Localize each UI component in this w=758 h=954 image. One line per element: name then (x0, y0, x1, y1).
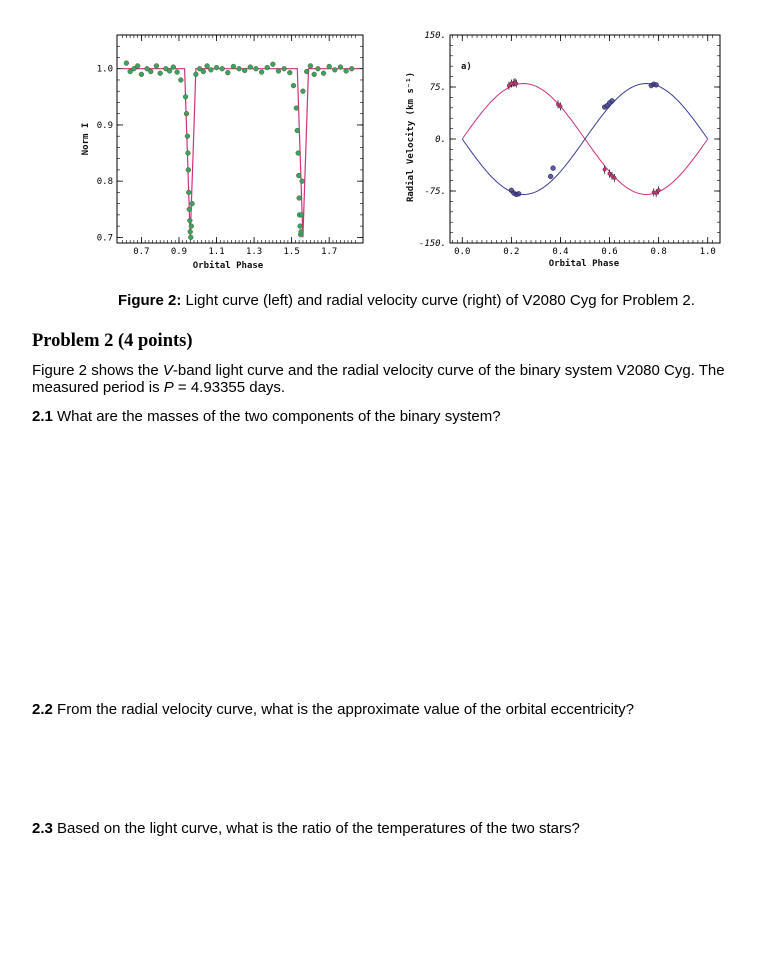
light-curve-point (296, 173, 301, 178)
light-curve-point (332, 67, 337, 72)
light-curve-point (189, 224, 194, 229)
x-tick-label: 0.9 (170, 247, 188, 257)
light-curve-point (304, 69, 309, 74)
light-curve-point (214, 65, 219, 70)
light-curve-y-tick-labels (97, 65, 113, 244)
rv-star1-point (603, 168, 607, 172)
light-curve-point (183, 94, 188, 99)
light-curve-point (185, 134, 190, 139)
light-curve-point (297, 196, 302, 201)
light-curve-chart (0, 0, 380, 280)
light-curve-point (124, 61, 129, 66)
rv-x-tick-labels (454, 247, 716, 257)
light-curve-point (201, 69, 206, 74)
light-curve-point (282, 66, 287, 71)
light-curve-point (158, 71, 163, 76)
rv-x-axis-label: Orbital Phase (548, 259, 620, 269)
light-curve-point (327, 64, 332, 69)
light-curve-point (237, 66, 242, 71)
light-curve-point (321, 71, 326, 76)
rv-star1-point (657, 189, 661, 193)
x-tick-label: 0.7 (133, 247, 150, 257)
x-tick-label: 0.2 (503, 247, 520, 257)
light-curve-point (208, 67, 213, 72)
problem-title: Problem 2 (4 points) (32, 331, 193, 351)
light-curve-points (124, 61, 354, 240)
light-curve-point (295, 128, 300, 133)
rv-star1-point (559, 105, 563, 109)
rv-star1-point (514, 82, 518, 86)
light-curve-point (291, 83, 296, 88)
light-curve-point (349, 66, 354, 71)
light-curve-point (205, 64, 210, 69)
light-curve-point (338, 65, 343, 70)
light-curve-point (187, 218, 192, 223)
y-tick-label: 0.7 (96, 233, 113, 244)
figure-caption-text: Light curve (left) and radial velocity curve (right) of V2080 Cyg for Problem 2. (181, 292, 695, 309)
light-curve-point (231, 64, 236, 69)
x-tick-label: 0.8 (650, 247, 667, 257)
y-tick-label: 1.0 (96, 64, 113, 75)
light-curve-point (312, 72, 317, 77)
light-curve-x-axis-label: Orbital Phase (192, 261, 264, 271)
light-curve-point (298, 224, 303, 229)
light-curve-point (167, 69, 172, 74)
rv-y-axis-label: Radial Velocity (km s⁻¹) (406, 71, 416, 203)
figure-caption-label: Figure 2: (118, 292, 182, 309)
rv-star2-point (516, 191, 521, 196)
light-curve-point (316, 66, 321, 71)
light-curve-point (184, 111, 189, 116)
question-2-2 (32, 701, 634, 718)
light-curve-point (220, 66, 225, 71)
light-curve-point (299, 229, 304, 234)
y-tick-label: 0. (435, 135, 446, 145)
intro-text-1: Figure 2 shows the (32, 362, 163, 379)
intro-band-symbol: V (162, 362, 173, 379)
y-tick-label: -75. (424, 187, 446, 197)
y-tick-label: 150. (424, 31, 446, 41)
x-tick-label: 1.7 (321, 247, 338, 257)
question-2-3 (32, 820, 580, 837)
light-curve-point (254, 66, 259, 71)
light-curve-point (294, 106, 299, 111)
light-curve-point (186, 168, 191, 173)
light-curve-point (148, 69, 153, 74)
intro-period-symbol: P (163, 379, 174, 396)
light-curve-point (225, 70, 230, 75)
y-tick-label: -150. (418, 239, 446, 249)
x-tick-label: 1.1 (208, 247, 225, 257)
x-tick-label: 0.4 (552, 247, 569, 257)
question-2-1 (32, 408, 501, 425)
light-curve-point (248, 65, 253, 70)
light-curve-point (186, 190, 191, 195)
light-curve-point (308, 64, 313, 69)
light-curve-point (301, 89, 306, 94)
light-curve-point (190, 201, 195, 206)
rv-star1-point (613, 176, 617, 180)
light-curve-point (171, 65, 176, 70)
light-curve-point (265, 65, 270, 70)
y-tick-label: 0.9 (96, 120, 113, 131)
light-curve-point (175, 70, 180, 75)
x-tick-label: 1.3 (245, 247, 263, 257)
x-tick-label: 0.0 (454, 247, 471, 257)
light-curve-point (139, 72, 144, 77)
rv-star2-model-curve (462, 84, 707, 195)
y-tick-label: 0.8 (96, 177, 113, 188)
problem-intro (32, 362, 732, 396)
x-tick-label: 0.6 (601, 247, 618, 257)
figure-caption (118, 292, 695, 309)
rv-star2-point (551, 166, 556, 171)
y-tick-label: 75. (429, 83, 446, 93)
x-tick-label: 1.5 (283, 247, 300, 257)
question-text: From the radial velocity curve, what is the approximate value of the orbital eccentricity? (52, 701, 634, 718)
light-curve-point (188, 235, 193, 240)
light-curve-point (242, 68, 247, 73)
x-tick-label: 1.0 (699, 247, 716, 257)
light-curve-point (344, 69, 349, 74)
light-curve-x-tick-labels (133, 247, 337, 257)
light-curve-point (154, 64, 159, 69)
light-curve-point (187, 207, 192, 212)
rv-star2-point (654, 83, 659, 88)
radial-velocity-chart (380, 0, 758, 280)
light-curve-y-axis-label: Norm I (81, 122, 91, 156)
light-curve-point (299, 212, 304, 217)
light-curve-point (178, 78, 183, 83)
light-curve-point (270, 62, 275, 67)
intro-text-2: -band light curve and the radial velocity curve of the binary system V2080 Cyg. The measured period is (32, 362, 725, 396)
light-curve-point (193, 72, 198, 77)
light-curve-point (287, 70, 292, 75)
light-curve-point (188, 229, 193, 234)
rv-panel-label: a) (461, 62, 472, 72)
intro-text-3: = 4.93355 days. (173, 379, 286, 396)
question-number: 2.1 (32, 408, 53, 425)
light-curve-point (300, 179, 305, 184)
question-number: 2.2 (32, 701, 53, 718)
light-curve-point (259, 70, 264, 75)
light-curve-model-line (123, 69, 358, 238)
question-text: Based on the light curve, what is the ratio of the temperatures of the two stars? (52, 820, 580, 837)
rv-star2-point (610, 98, 615, 103)
light-curve-point (276, 69, 281, 74)
rv-star2-point (548, 174, 553, 179)
light-curve-point (135, 64, 140, 69)
rv-y-tick-labels (419, 31, 446, 249)
light-curve-point (186, 151, 191, 156)
question-number: 2.3 (32, 820, 53, 837)
question-text: What are the masses of the two components of the binary system? (52, 408, 501, 425)
light-curve-point (296, 151, 301, 156)
